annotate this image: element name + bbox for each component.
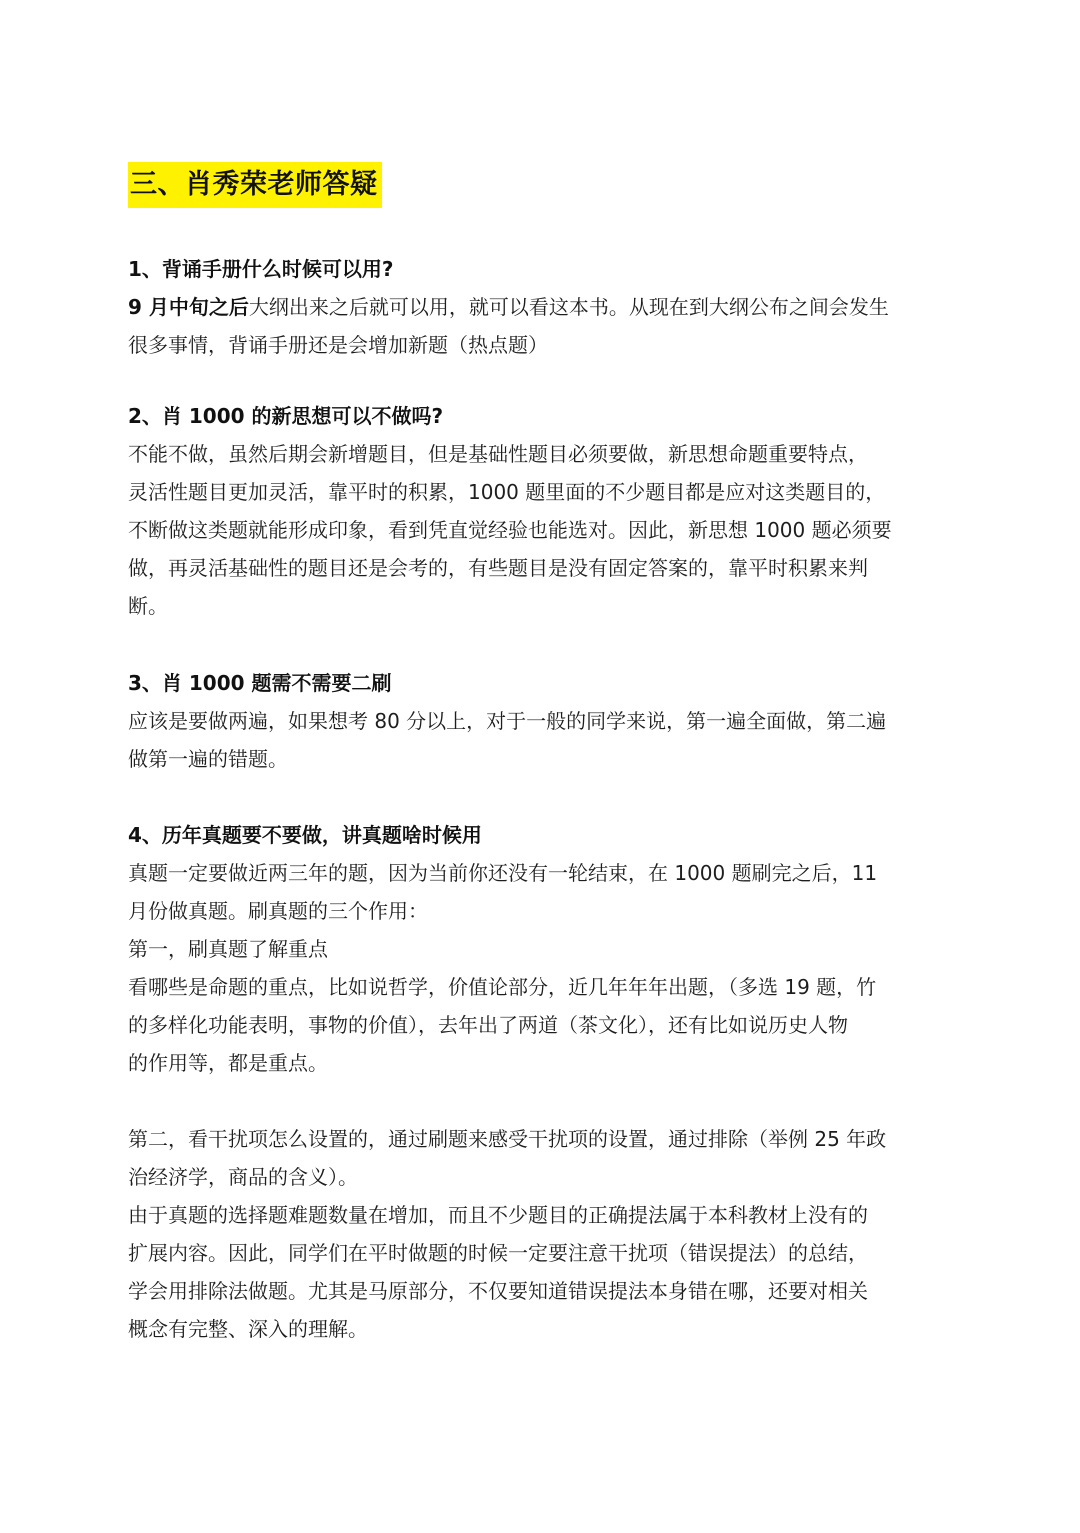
question-1-heading: 1、背诵手册什么时候可以用? <box>128 257 394 281</box>
answer-1-bold-lead: 9 月中旬之后 <box>128 295 249 319</box>
qa-block-1 <box>128 250 958 364</box>
answer-4-para-2-line: 第二，看干扰项怎么设置的，通过刷题来感受干扰项的设置，通过排除（举例 25 年政 <box>128 1127 887 1151</box>
question-2-heading: 2、肖 1000 的新思想可以不做吗? <box>128 404 444 428</box>
answer-4-para-1-line: 月份做真题。刷真题的三个作用： <box>128 899 428 923</box>
qa-block-2 <box>128 397 958 625</box>
section-title-highlighted: 三、肖秀荣老师答疑 <box>128 162 382 208</box>
answer-1-line-1 <box>128 288 958 326</box>
answer-4-para-1-line: 第一，刷真题了解重点 <box>128 937 328 961</box>
answer-4-para-1-line: 真题一定要做近两三年的题，因为当前你还没有一轮结束，在 1000 题刷完之后，11 <box>128 861 878 885</box>
answer-2-line: 断。 <box>128 594 168 618</box>
answer-2-line: 不能不做，虽然后期会新增题目，但是基础性题目必须要做，新思想命题重要特点， <box>128 442 868 466</box>
answer-3-line: 做第一遍的错题。 <box>128 747 288 771</box>
answer-2-line: 做，再灵活基础性的题目还是会考的，有些题目是没有固定答案的，靠平时积累来判 <box>128 556 868 580</box>
answer-2-line: 不断做这类题就能形成印象，看到凭直觉经验也能选对。因此，新思想 1000 题必须要 <box>128 518 892 542</box>
answer-4-para-2-line: 治经济学，商品的含义）。 <box>128 1165 358 1189</box>
qa-block-4-continued <box>128 1120 958 1348</box>
question-3-heading: 3、肖 1000 题需不需要二刷 <box>128 671 392 695</box>
answer-4-para-2-line: 由于真题的选择题难题数量在增加，而且不少题目的正确提法属于本科教材上没有的 <box>128 1203 868 1227</box>
answer-4-para-1-line: 的多样化功能表明，事物的价值），去年出了两道（茶文化），还有比如说历史人物 <box>128 1013 848 1037</box>
qa-block-3 <box>128 664 958 778</box>
answer-1-line-2: 很多事情，背诵手册还是会增加新题（热点题） <box>128 333 548 357</box>
question-4-heading: 4、历年真题要不要做，讲真题啥时候用 <box>128 823 482 847</box>
answer-3-line: 应该是要做两遍，如果想考 80 分以上，对于一般的同学来说，第一遍全面做，第二遍 <box>128 709 887 733</box>
answer-2-line: 灵活性题目更加灵活，靠平时的积累，1000 题里面的不少题目都是应对这类题目的， <box>128 480 886 504</box>
answer-4-para-2-line: 扩展内容。因此，同学们在平时做题的时候一定要注意干扰项（错误提法）的总结， <box>128 1241 868 1265</box>
answer-1-line-1-rest: 大纲出来之后就可以用，就可以看这本书。从现在到大纲公布之间会发生 <box>248 295 889 319</box>
answer-4-para-1-line: 的作用等，都是重点。 <box>128 1051 328 1075</box>
answer-4-para-1-line: 看哪些是命题的重点，比如说哲学，价值论部分，近几年年年出题，（多选 19 题，竹 <box>128 975 877 999</box>
answer-4-para-2-line: 学会用排除法做题。尤其是马原部分，不仅要知道错误提法本身错在哪，还要对相关 <box>128 1279 868 1303</box>
qa-block-4 <box>128 816 958 1082</box>
answer-4-para-2-line: 概念有完整、深入的理解。 <box>128 1317 368 1341</box>
